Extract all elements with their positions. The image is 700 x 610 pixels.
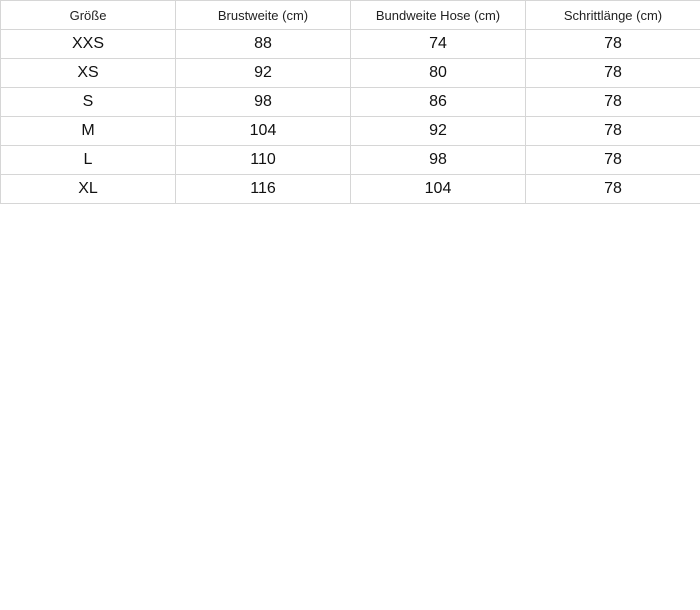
cell-inseam-length: 78 bbox=[526, 146, 700, 175]
table-row bbox=[1, 30, 700, 59]
cell-size: XL bbox=[1, 175, 176, 204]
table-row bbox=[1, 59, 700, 88]
cell-inseam-length: 78 bbox=[526, 30, 700, 59]
header-size: Größe bbox=[1, 1, 176, 30]
cell-inseam-length: 78 bbox=[526, 59, 700, 88]
cell-size: L bbox=[1, 146, 176, 175]
cell-chest-width: 110 bbox=[176, 146, 351, 175]
header-chest-width: Brustweite (cm) bbox=[176, 1, 351, 30]
cell-waist-width: 98 bbox=[351, 146, 526, 175]
header-inseam-length: Schrittlänge (cm) bbox=[526, 1, 700, 30]
cell-size: S bbox=[1, 88, 176, 117]
size-chart-header bbox=[1, 1, 700, 30]
cell-inseam-length: 78 bbox=[526, 88, 700, 117]
cell-chest-width: 116 bbox=[176, 175, 351, 204]
cell-size: XXS bbox=[1, 30, 176, 59]
header-waist-width: Bundweite Hose (cm) bbox=[351, 1, 526, 30]
cell-size: M bbox=[1, 117, 176, 146]
table-row bbox=[1, 175, 700, 204]
cell-chest-width: 92 bbox=[176, 59, 351, 88]
header-row bbox=[1, 1, 700, 30]
table-row bbox=[1, 146, 700, 175]
cell-waist-width: 74 bbox=[351, 30, 526, 59]
cell-waist-width: 92 bbox=[351, 117, 526, 146]
size-chart-body bbox=[1, 30, 700, 204]
cell-inseam-length: 78 bbox=[526, 175, 700, 204]
cell-chest-width: 88 bbox=[176, 30, 351, 59]
table-row bbox=[1, 117, 700, 146]
cell-inseam-length: 78 bbox=[526, 117, 700, 146]
cell-chest-width: 98 bbox=[176, 88, 351, 117]
cell-size: XS bbox=[1, 59, 176, 88]
cell-chest-width: 104 bbox=[176, 117, 351, 146]
cell-waist-width: 80 bbox=[351, 59, 526, 88]
size-chart-table bbox=[0, 0, 700, 204]
cell-waist-width: 86 bbox=[351, 88, 526, 117]
cell-waist-width: 104 bbox=[351, 175, 526, 204]
table-row bbox=[1, 88, 700, 117]
